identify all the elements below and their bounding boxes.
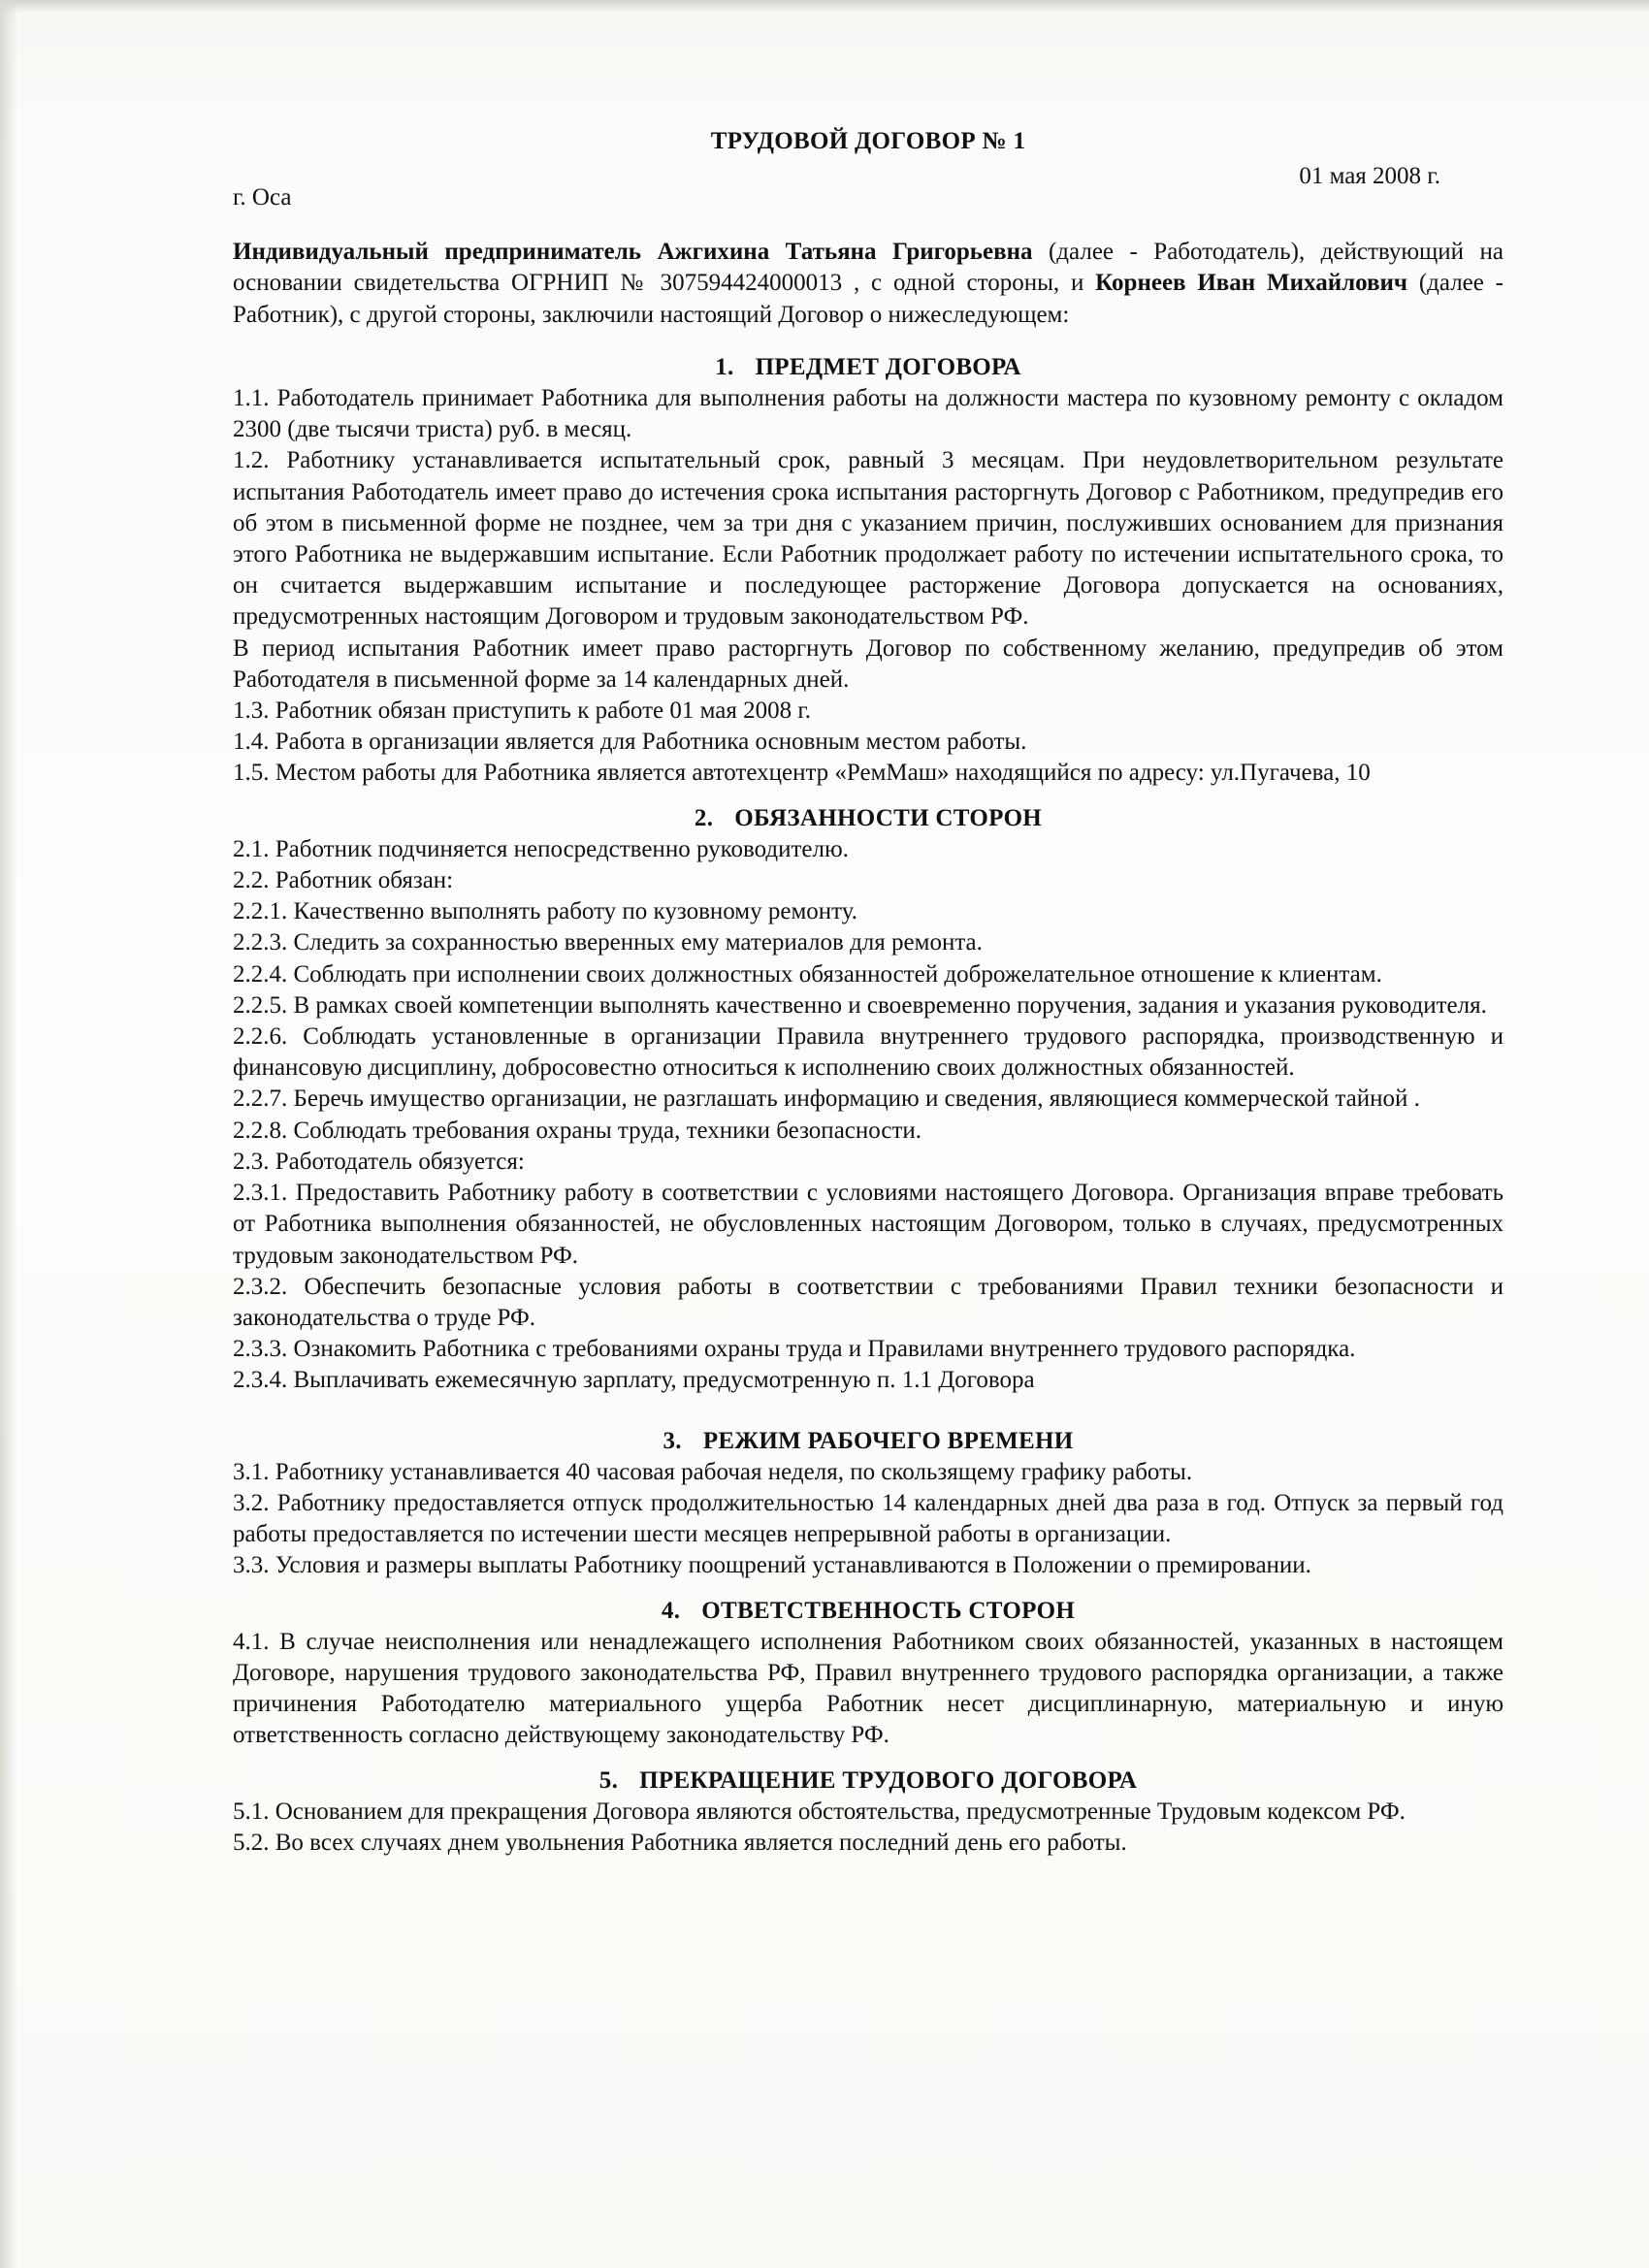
section-title: ПРЕДМЕТ ДОГОВОРА [755, 353, 1021, 380]
employer-name: Индивидуальный предприниматель Ажгихина Татьяна Григорьевна [233, 239, 1033, 266]
clause: 5.1. Основанием для прекращения Договора являются обстоятельства, предусмотренные Трудовым кодексом РФ. [233, 1798, 1406, 1825]
clause: 4.1. В случае неисполнения или ненадлежащего исполнения Работником своих обязанностей, указанных в настоящем Договоре, нарушения трудового законодательства РФ, Правил внутреннего трудового распорядка организации, а также причинения Работодателю материального ущерба Работник несет дисциплинарную, материальную и иную ответственность согласно действующему законодательству РФ. [233, 1628, 1504, 1749]
section-title: ОТВЕТСТВЕННОСТЬ СТОРОН [701, 1597, 1076, 1624]
clause: 2.3.3. Ознакомить Работника с требованиями охраны труда и Правилами внутреннего трудового распорядка. [233, 1336, 1356, 1363]
clause: 2.2.8. Соблюдать требования охраны труда, техники безопасности. [233, 1117, 922, 1144]
clause: 2.3. Работодатель обязуется: [233, 1148, 525, 1175]
clause: 3.2. Работнику предоставляется отпуск продолжительностью 14 календарных дней два раза в год. Отпуск за первый год работы предоставляется по истечении шести месяцев непрерывной работы в организации. [233, 1489, 1504, 1548]
place: г. Оса [233, 184, 292, 211]
section-heading [233, 352, 1504, 383]
clause: 2.2.7. Беречь имущество организации, не разглашать информацию и сведения, являющиеся коммерческой тайной . [233, 1085, 1420, 1113]
section-number: 3. [663, 1427, 682, 1454]
section-title: РЕЖИМ РАБОЧЕГО ВРЕМЕНИ [702, 1427, 1074, 1454]
intro-paragraph [233, 237, 1504, 331]
scan-shadow-top [0, 0, 1649, 14]
clause: 1.3. Работник обязан приступить к работе 01 мая 2008 г. [233, 697, 812, 725]
employee-name: Корнеев Иван Михайлович [1095, 270, 1408, 297]
clause: 2.3.4. Выплачивать ежемесячную зарплату, предусмотренную п. 1.1 Договора [233, 1367, 1035, 1394]
clause: 2.2.6. Соблюдать установленные в организации Правила внутреннего трудового распорядка, производственную и финансовую дисциплину, добросовестно относиться к исполнению своих должностных обязанностей. [233, 1023, 1504, 1082]
clause: 2.2.3. Следить за сохранностью вверенных ему материалов для ремонта. [233, 929, 983, 956]
clause: 1.4. Работа в организации является для Работника основным местом работы. [233, 729, 1027, 756]
clause: 2.3.2. Обеспечить безопасные условия работы в соответствии с требованиями Правил техники безопасности и законодательства о труде РФ. [233, 1273, 1504, 1331]
scan-shadow-left [0, 0, 17, 2268]
section-title: ПРЕКРАЩЕНИЕ ТРУДОВОГО ДОГОВОРА [639, 1766, 1138, 1794]
clause: 2.2. Работник обязан: [233, 867, 454, 894]
clause: 3.1. Работнику устанавливается 40 часовая рабочая неделя, по скользящему графику работы. [233, 1458, 1193, 1485]
clause: В период испытания Работник имеет право расторгнуть Договор по собственному желанию, предупредив об этом Работодателя в письменной форме за 14 календарных дней. [233, 634, 1504, 693]
section-heading [233, 803, 1504, 834]
clause: 2.2.1. Качественно выполнять работу по кузовному ремонту. [233, 898, 857, 925]
contract-body [233, 126, 1504, 1859]
clause: 2.3.1. Предоставить Работнику работу в соответствии с условиями настоящего Договора. Организация вправе требовать от Работника выполнения обязанностей, не обусловленных настоящим Договором, только в случаях, предусмотренных трудовым законодательством РФ. [233, 1180, 1504, 1269]
place-date-row [233, 165, 1504, 211]
section-number: 5. [598, 1766, 619, 1794]
clause: 2.2.5. В рамках своей компетенции выполнять качественно и своевременно поручения, задания и указания руководителя. [233, 991, 1487, 1019]
section-heading [233, 1596, 1504, 1627]
intro-text-2: (далее - Работник), с другой стороны, заключили настоящий Договор о нижеследующем: [233, 270, 1504, 328]
clause: 3.3. Условия и размеры выплаты Работнику поощрений устанавливаются в Положении о премировании. [233, 1552, 1311, 1579]
document-title: ТРУДОВОЙ ДОГОВОР № 1 [710, 128, 1026, 154]
sections-container [233, 352, 1504, 1859]
clause: 2.2.4. Соблюдать при исполнении своих должностных обязанностей доброжелательное отношение к клиентам. [233, 960, 1382, 988]
clause: 1.5. Местом работы для Работника является автотехцентр «РемМаш» находящийся по адресу: ул.Пугачева, 10 [233, 760, 1371, 787]
contract-date: 01 мая 2008 г. [1299, 163, 1440, 190]
clause: 1.2. Работнику устанавливается испытательный срок, равный 3 месяцам. При неудовлетворительном результате испытания Работодатель имеет право до истечения срока испытания расторгнуть Договор с Работником, предупредив его об этом в письменной форме не позднее, чем за три дня с указанием причин, послуживших основанием для признания этого Работника не выдержавшим испытание. Если Работник продолжает работу по истечении испытательного срока, то он считается выдержавшим испытание и последующее расторжение Договора допускается на основаниях, предусмотренных настоящим Договором и трудовым законодательством РФ. [233, 447, 1504, 631]
section-number: 4. [661, 1597, 681, 1624]
intro-text-1: (далее - Работодатель), действующий на основании свидетельства ОГРНИП № 307594424000013 , с одной стороны, и [233, 239, 1504, 297]
section-heading [233, 1766, 1504, 1797]
clause: 1.1. Работодатель принимает Работника для выполнения работы на должности мастера по кузовному ремонту с окладом 2300 (две тысячи триста) руб. в месяц. [233, 385, 1504, 443]
clause: 2.1. Работник подчиняется непосредственно руководителю. [233, 835, 849, 862]
section-title: ОБЯЗАННОСТИ СТОРОН [734, 804, 1043, 831]
section-number: 2. [694, 804, 714, 831]
section-number: 1. [715, 353, 734, 380]
section-heading [233, 1426, 1504, 1457]
clause: 5.2. Во всех случаях днем увольнения Работника является последний день его работы. [233, 1829, 1127, 1856]
